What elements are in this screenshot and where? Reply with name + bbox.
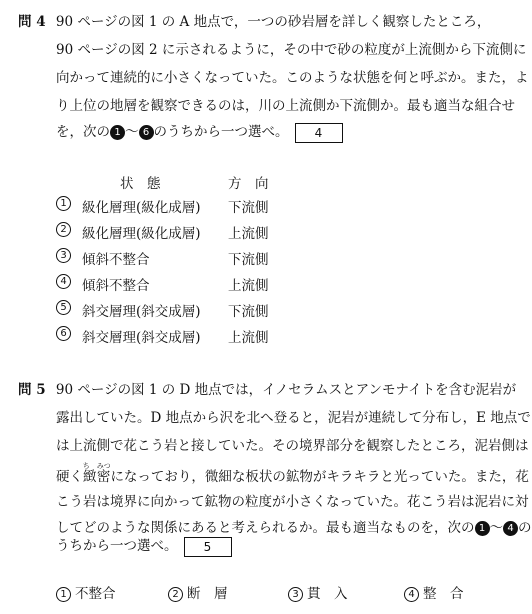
q5-range-sep: 〜 — [489, 520, 503, 536]
choice-direction: 上流側 — [228, 278, 269, 294]
q5-line-1 — [18, 378, 516, 398]
q5-ruby-base: 緻密 — [82, 469, 111, 485]
q4-choice-row[interactable] — [56, 274, 376, 294]
q4-text-2: 90 ページの図 2 に示されるように，その中で砂の粒度が上流側から下流側に — [56, 42, 527, 58]
q5-line-5 — [56, 490, 529, 510]
q4-choice-row[interactable] — [56, 300, 376, 320]
option-label: 断 層 — [187, 586, 228, 602]
q5-ruby-reading: ち みつ — [82, 462, 111, 470]
choice-number-4: 4 — [56, 274, 71, 289]
q5-text-1: 90 ページの図 1 の D 地点では，イノセラムスとアンモナイトを含む泥岩が — [55, 382, 517, 398]
q4-header-direction: 方 向 — [228, 176, 269, 192]
choice-number-5: 5 — [56, 300, 71, 315]
q5-answer-box[interactable]: 5 — [184, 537, 232, 557]
q4-line-5 — [56, 120, 343, 143]
q4-line-2 — [56, 38, 526, 58]
q4-text-5b: のうちから一つ選べ。 — [153, 124, 289, 140]
choice-state: 傾斜不整合 — [82, 278, 150, 294]
q5-text-6-tail: の — [518, 520, 532, 536]
choice-state: 斜交層理(斜交成層) — [82, 304, 201, 320]
q5-option[interactable] — [168, 582, 228, 602]
q5-text-6: してどのような関係にあると考えられるか。最も適当なものを，次の — [56, 520, 475, 536]
option-label: 貫 入 — [307, 586, 348, 602]
q4-range-sep: 〜 — [125, 124, 139, 140]
q5-text-7: うちから一つ選べ。 — [56, 538, 178, 554]
q5-ruby-word — [82, 462, 111, 485]
q4-choice-row[interactable] — [56, 248, 376, 268]
q4-range-end: 6 — [139, 125, 154, 140]
option-number-4: 4 — [404, 587, 419, 602]
q4-line-3 — [56, 66, 529, 86]
q4-choice-row[interactable] — [56, 326, 376, 346]
q4-choice-row[interactable] — [56, 196, 376, 216]
choice-direction: 上流側 — [228, 330, 269, 346]
choice-state: 傾斜不整合 — [82, 252, 150, 268]
q5-line-6 — [56, 516, 532, 536]
q4-line-1 — [18, 10, 490, 30]
q4-line-4 — [56, 94, 515, 114]
choice-direction: 下流側 — [228, 200, 269, 216]
choice-direction: 下流側 — [228, 304, 269, 320]
q4-range-start: 1 — [110, 125, 125, 140]
choice-number-6: 6 — [56, 326, 71, 341]
q5-number: 問 5 — [18, 382, 46, 398]
q5-text-5: こう岩は境界に向かって鉱物の粒度が小さくなっていた。花こう岩は泥岩に対 — [56, 494, 529, 510]
q5-text-2: 露出していた。D 地点から沢を北へ登ると，泥岩が連続して分布し，E 地点で — [56, 410, 531, 426]
q5-text-3: は上流側で花こう岩と接していた。その境界部分を観察したところ，泥岩側は — [56, 438, 529, 454]
option-label: 不整合 — [75, 586, 116, 602]
q5-range-start: 1 — [475, 521, 490, 536]
q4-number: 問 4 — [18, 14, 46, 30]
q5-text-4a: 硬く — [56, 469, 83, 485]
choice-number-3: 3 — [56, 248, 71, 263]
choice-state: 級化層理(級化成層) — [82, 226, 201, 242]
q4-answer-box[interactable]: 4 — [295, 123, 343, 143]
q5-option[interactable] — [56, 582, 116, 602]
choice-state: 級化層理(級化成層) — [82, 200, 201, 216]
option-label: 整 合 — [423, 586, 464, 602]
choice-direction: 上流側 — [228, 226, 269, 242]
q5-line-4 — [56, 462, 529, 485]
q5-text-4b: になっており，微細な板状の鉱物がキラキラと光っていた。また，花 — [110, 469, 529, 485]
q5-line-7 — [56, 534, 232, 557]
option-number-3: 3 — [288, 587, 303, 602]
choice-number-2: 2 — [56, 222, 71, 237]
choice-state: 斜交層理(斜交成層) — [82, 330, 201, 346]
q4-text-5a: を，次の — [56, 124, 110, 140]
choice-direction: 下流側 — [228, 252, 269, 268]
q5-range-end: 4 — [503, 521, 518, 536]
q5-option[interactable] — [404, 582, 464, 602]
option-number-1: 1 — [56, 587, 71, 602]
q4-text-4: り上位の地層を観察できるのは，川の上流側か下流側か。最も適当な組合せ — [56, 98, 515, 114]
q5-option[interactable] — [288, 582, 348, 602]
q4-text-1: 90 ページの図 1 の A 地点で，一つの砂岩層を詳しく観察したところ， — [55, 14, 491, 30]
q4-text-3: 向かって連続的に小さくなっていた。このような状態を何と呼ぶか。また，よ — [56, 70, 529, 86]
q5-line-3 — [56, 434, 529, 454]
q4-choice-row[interactable] — [56, 222, 376, 242]
q5-line-2 — [56, 406, 531, 426]
option-number-2: 2 — [168, 587, 183, 602]
choice-number-1: 1 — [56, 196, 71, 211]
q4-header-state: 状 態 — [120, 176, 161, 192]
